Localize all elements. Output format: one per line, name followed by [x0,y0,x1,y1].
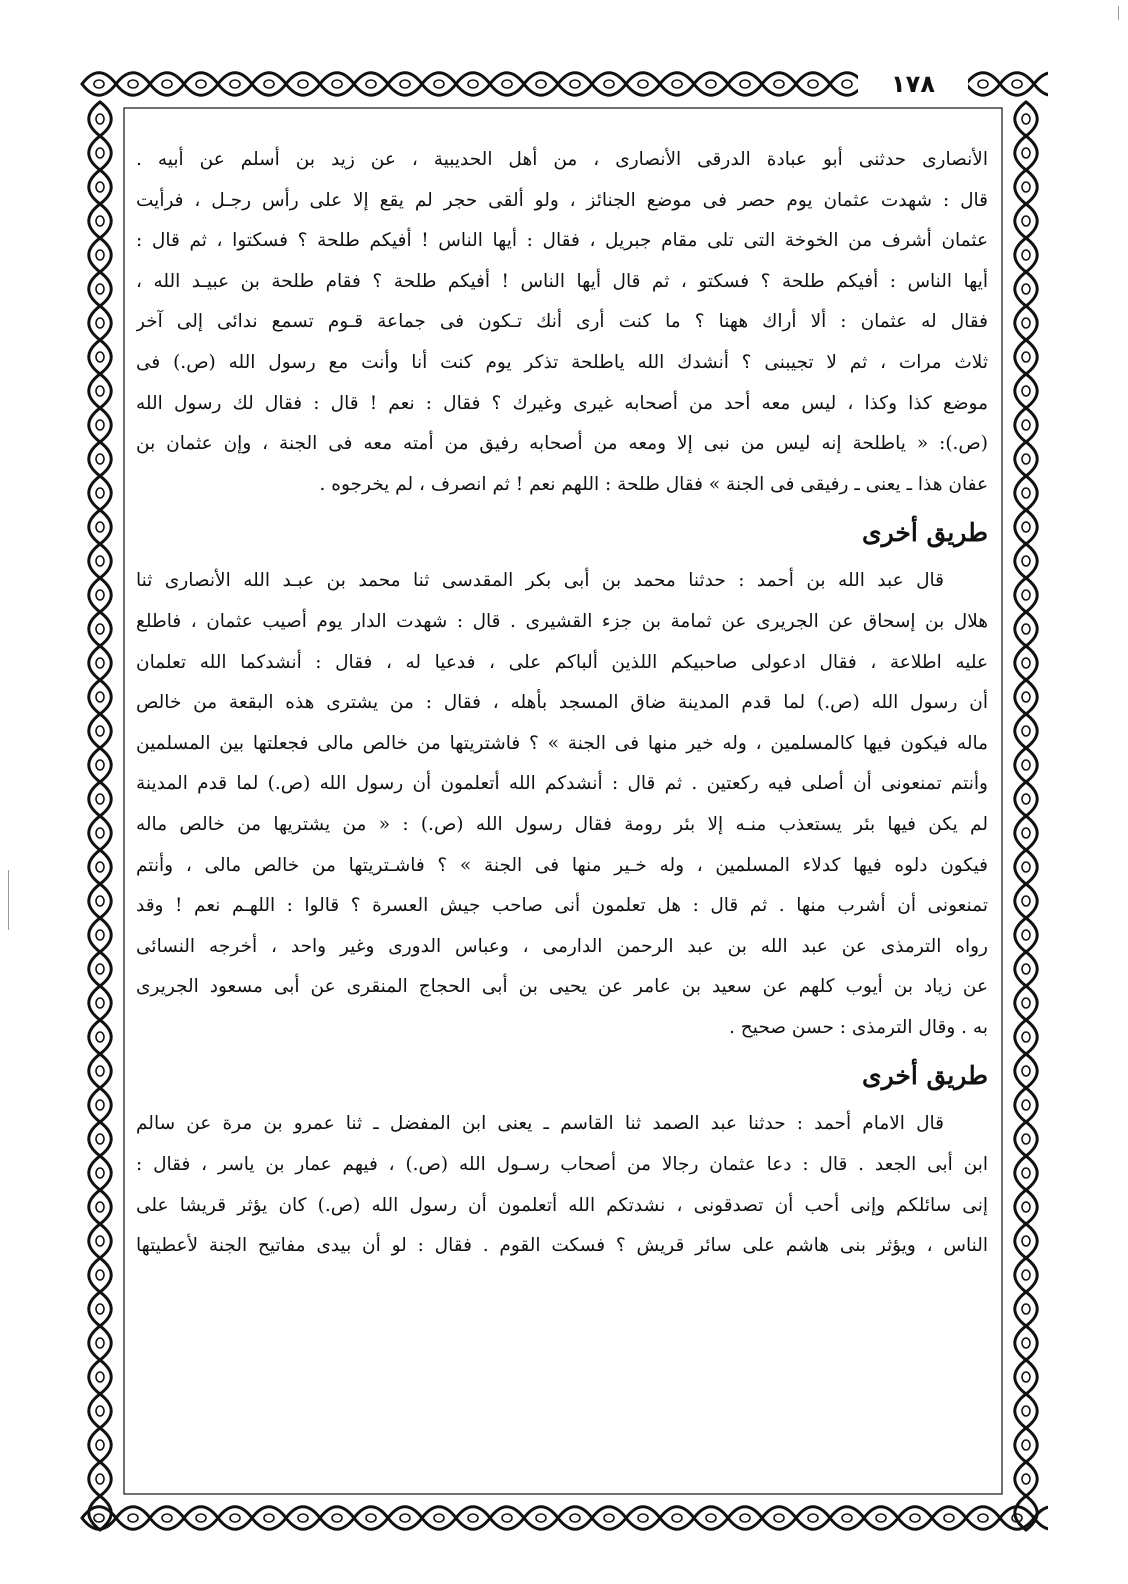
border-ornament [1022,1440,1030,1450]
border-ornament [96,692,104,702]
border-ornament [264,80,274,88]
text-line: ثلاث مرات ، ثم لا تجيبنى ؟ أنشدك الله ياطلحة تذكر يوم كنت أنا وأنت مع رسول الله (ص.) فى [136,351,988,373]
border-ornament [502,80,512,88]
text-line: عن زياد بن أيوب كلهم عن سعيد بن عامر عن يحيى بن أبى الحجاج المنقرى عن أبى مسعود الجريرى [136,976,988,998]
border-ornament [264,1514,274,1522]
border-ornament [400,80,410,88]
border-ornament [96,1236,104,1246]
border-ornament [96,1304,104,1314]
border-ornament [128,1514,138,1522]
text-line: أيها الناس : أفيكم طلحة ؟ فسكتو ، ثم قال أيها الناس ! أفيكم طلحة ؟ فقام طلحة بن عبيـد الله ، [136,270,988,292]
text-line: وأنتم تمنعونى أن أصلى فيه ركعتين . ثم قال : أنشدكم الله أتعلمون أن رسول الله (ص.) لما قدم المدينة [136,773,988,795]
text-line: عليه اطلاعة ، فقال ادعولى صاحبيكم اللذين ألباكم على ، فدعيا له ، فقال : أنشدكما الله تعلمان [136,651,988,673]
border-ornament [366,1514,376,1522]
border-ornament [1022,1032,1030,1042]
border-ornament [1022,930,1030,940]
border-ornament [808,80,818,88]
border-ornament [94,1514,104,1522]
border-ornament [366,80,376,88]
border-ornament [1022,114,1030,124]
border-ornament [96,964,104,974]
page-number: ١٧٨ [891,70,935,98]
border-ornament [910,1514,920,1522]
border-ornament [672,1514,682,1522]
border-ornament [332,80,342,88]
scan-edge-mark [8,870,9,930]
border-ornament [774,80,784,88]
border-ornament [96,1168,104,1178]
border-ornament [1022,1474,1030,1484]
border-ornament [96,318,104,328]
border-ornament [96,624,104,634]
border-ornament [96,488,104,498]
border-ornament [1022,658,1030,668]
border-ornament [96,148,104,158]
border-ornament [1022,182,1030,192]
border-ornament [96,1270,104,1280]
border-ornament [1022,1270,1030,1280]
border-ornament [298,1514,308,1522]
border-ornament [96,658,104,668]
border-ornament [96,522,104,532]
border-ornament [808,1514,818,1522]
border-ornament [96,182,104,192]
border-ornament [502,1514,512,1522]
border-ornament [96,998,104,1008]
border-ornament [162,80,172,88]
border-ornament [1022,862,1030,872]
border-ornament [1022,386,1030,396]
border-ornament [298,80,308,88]
border-ornament [230,1514,240,1522]
paragraph-3 [136,1104,988,1266]
border-ornament [536,80,546,88]
border-ornament [162,1514,172,1522]
border-ornament [96,250,104,260]
border-ornament [604,1514,614,1522]
border-ornament [978,80,988,88]
text-line: الأنصارى حدثنى أبو عبادة الدرقى الأنصارى ، من أهل الحديبية ، عن زيد بن أسلم عن أبيه . [136,149,988,170]
text-line: لم يكن فيها بئر يستعذب منـه إلا بئر رومة فقال رسول الله (ص.) : « من يشتريها من خالص ماله [136,813,988,835]
border-ornament [96,1338,104,1348]
border-ornament [96,726,104,736]
border-ornament [1022,760,1030,770]
border-ornament [96,1474,104,1484]
border-ornament [1022,998,1030,1008]
border-ornament [944,1514,954,1522]
border-ornament [1022,1100,1030,1110]
border-ornament [96,896,104,906]
border-ornament [1022,692,1030,702]
border-ornament [96,556,104,566]
border-ornament [1022,1168,1030,1178]
text-line: قال : شهدت عثمان يوم حصر فى موضع الجنائز ، ولو ألقى حجر لم يقع إلا على رأس رجـل ، فرأيت [136,189,988,211]
border-ornament [1022,1134,1030,1144]
scan-edge-mark [1118,6,1119,20]
border-ornament [96,1066,104,1076]
text-line: عفان هذا ـ يعنى ـ رفيقى فى الجنة » فقال طلحة : اللهم نعم ! ثم انصرف ، لم يخرجوه . [319,473,988,495]
border-ornament [96,386,104,396]
section-heading: طريق أخرى [862,518,988,548]
border-ornament [96,1100,104,1110]
border-ornament [1022,964,1030,974]
text-line: فقال له عثمان : ألا أراك ههنا ؟ ما كنت أرى أنك تـكون فى جماعة قـوم تسمع ندائى إلى آخر [136,311,988,333]
border-ornament [536,1514,546,1522]
border-ornament [96,352,104,362]
border-ornament [1022,488,1030,498]
border-ornament [96,284,104,294]
border-ornament [96,114,104,124]
text-line: ماله فيكون فيها كالمسلمين ، وله خير منها فى الجنة » ؟ فاشتريتها من خالص مالى فجعلتها بين المسلمين [136,732,988,754]
text-line: موضع كذا وكذا ، ليس معه أحد من أصحابه غيرى وغيرك ؟ فقال : نعم ! قال : فقال لك رسول الله [136,392,988,414]
border-ornament [1022,148,1030,158]
border-ornament [1022,726,1030,736]
text-line: به . وقال الترمذى : حسن صحيح . [729,1016,988,1038]
border-ornament [638,1514,648,1522]
text-line: عثمان أشرف من الخوخة التى تلى مقام جبريل ، فقال : أيها الناس ! أفيكم طلحة ؟ فسكتوا ، ثم قال : [136,230,988,252]
border-ornament [1022,1372,1030,1382]
page-content [136,140,988,1267]
border-ornament [1022,1202,1030,1212]
border-ornament [1022,216,1030,226]
border-ornament [1022,250,1030,260]
text-line: هلال بن إسحاق عن الجريرى عن ثمامة بن جزء القشيرى . قال : شهدت الدار يوم أصيب عثمان ، فاطلع [136,610,988,632]
border-ornament [1022,624,1030,634]
border-ornament [638,80,648,88]
border-ornament [1022,352,1030,362]
border-ornament [196,80,206,88]
border-ornament [96,1372,104,1382]
text-line: أن رسول الله (ص.) لما قدم المدينة ضاق المسجد بأهله ، فقال : من يشترى هذه البقعة من خالص [136,692,988,714]
border-ornament [1022,556,1030,566]
border-ornament [94,80,104,88]
border-ornament [96,1440,104,1450]
border-ornament [128,80,138,88]
border-ornament [96,1134,104,1144]
border-ornament [230,80,240,88]
text-line: تمنعونى أن أشرب منها . ثم قال : هل تعلمون أنى صاحب جيش العسرة ؟ قالوا : اللهـم نعم ! وقد [136,895,988,917]
border-ornament [672,80,682,88]
text-line: رواه الترمذى عن عبد الله بن عبد الرحمن الدارمى ، وعباس الدورى وغير واحد ، أخرجه النسائى [136,935,988,957]
section-heading: طريق أخرى [862,1061,988,1091]
border-ornament [96,420,104,430]
text-line: ابن أبى الجعد . قال : دعا عثمان رجالا من أصحاب رسـول الله (ص.) ، فيهم عمار بن ياسر ، فقال : [136,1154,988,1176]
border-ornament [96,454,104,464]
border-ornament [1022,896,1030,906]
border-ornament [740,1514,750,1522]
border-ornament [96,828,104,838]
border-ornament [1022,1338,1030,1348]
border-ornament [96,216,104,226]
border-ornament [842,1514,852,1522]
border-ornament [570,1514,580,1522]
text-line: (ص.): « ياطلحة إنه ليس من نبى إلا ومعه من أصحابه رفيق من أمته معه فى الجنة ، وإن عثمان بن [136,433,988,455]
border-ornament [1022,420,1030,430]
border-ornament [1022,454,1030,464]
border-ornament [774,1514,784,1522]
border-ornament [1022,522,1030,532]
border-ornament [1012,80,1022,88]
border-ornament [96,862,104,872]
border-ornament [96,1202,104,1212]
border-ornament [332,1514,342,1522]
border-ornament [96,760,104,770]
page-number-box [858,64,968,104]
border-ornament [1022,318,1030,328]
border-ornament [1022,284,1030,294]
border-ornament [96,590,104,600]
border-ornament [468,80,478,88]
text-line: قال الامام أحمد : حدثنا عبد الصمد ثنا القاسم ـ يعنى ابن المفضل ـ ثنا عمرو بن مرة عن سالم [136,1113,944,1135]
paragraph-2 [136,561,988,1048]
border-ornament [978,1514,988,1522]
border-ornament [842,80,852,88]
border-ornament [570,80,580,88]
border-ornament [400,1514,410,1522]
text-line: الناس ، ويؤثر بنى هاشم على سائر قريش ؟ فسكت القوم . فقال : لو أن بيدى مفاتيح الجنة لأعطيتها [136,1235,988,1257]
text-line: قال عبد الله بن أحمد : حدثنا محمد بن أبى بكر المقدسى ثنا محمد بن عبـد الله الأنصارى ثنا [136,570,944,592]
border-ornament [468,1514,478,1522]
border-ornament [1022,828,1030,838]
border-ornament [1022,1066,1030,1076]
border-ornament [96,1032,104,1042]
border-ornament [1022,1406,1030,1416]
border-ornament [96,794,104,804]
border-ornament [1022,1236,1030,1246]
border-ornament [740,80,750,88]
border-ornament [1022,590,1030,600]
border-ornament [96,1406,104,1416]
border-ornament [876,1514,886,1522]
border-ornament [706,1514,716,1522]
paragraph-1 [136,140,988,505]
text-line: إنى سائلكم وإنى أحب أن تصدقونى ، نشدتكم الله أتعلمون أن رسول الله (ص.) كان يؤثر قريشا على [136,1194,988,1216]
border-ornament [434,1514,444,1522]
border-ornament [196,1514,206,1522]
border-ornament [706,80,716,88]
text-line: فيكون دلوه فيها كدلاء المسلمين ، وله خـير منها فى الجنة » ؟ فاشـتريتها من خالص مالى ، وأنتم [136,854,988,876]
border-ornament [96,930,104,940]
border-ornament [1022,794,1030,804]
border-ornament [604,80,614,88]
border-ornament [1022,1304,1030,1314]
border-ornament [434,80,444,88]
